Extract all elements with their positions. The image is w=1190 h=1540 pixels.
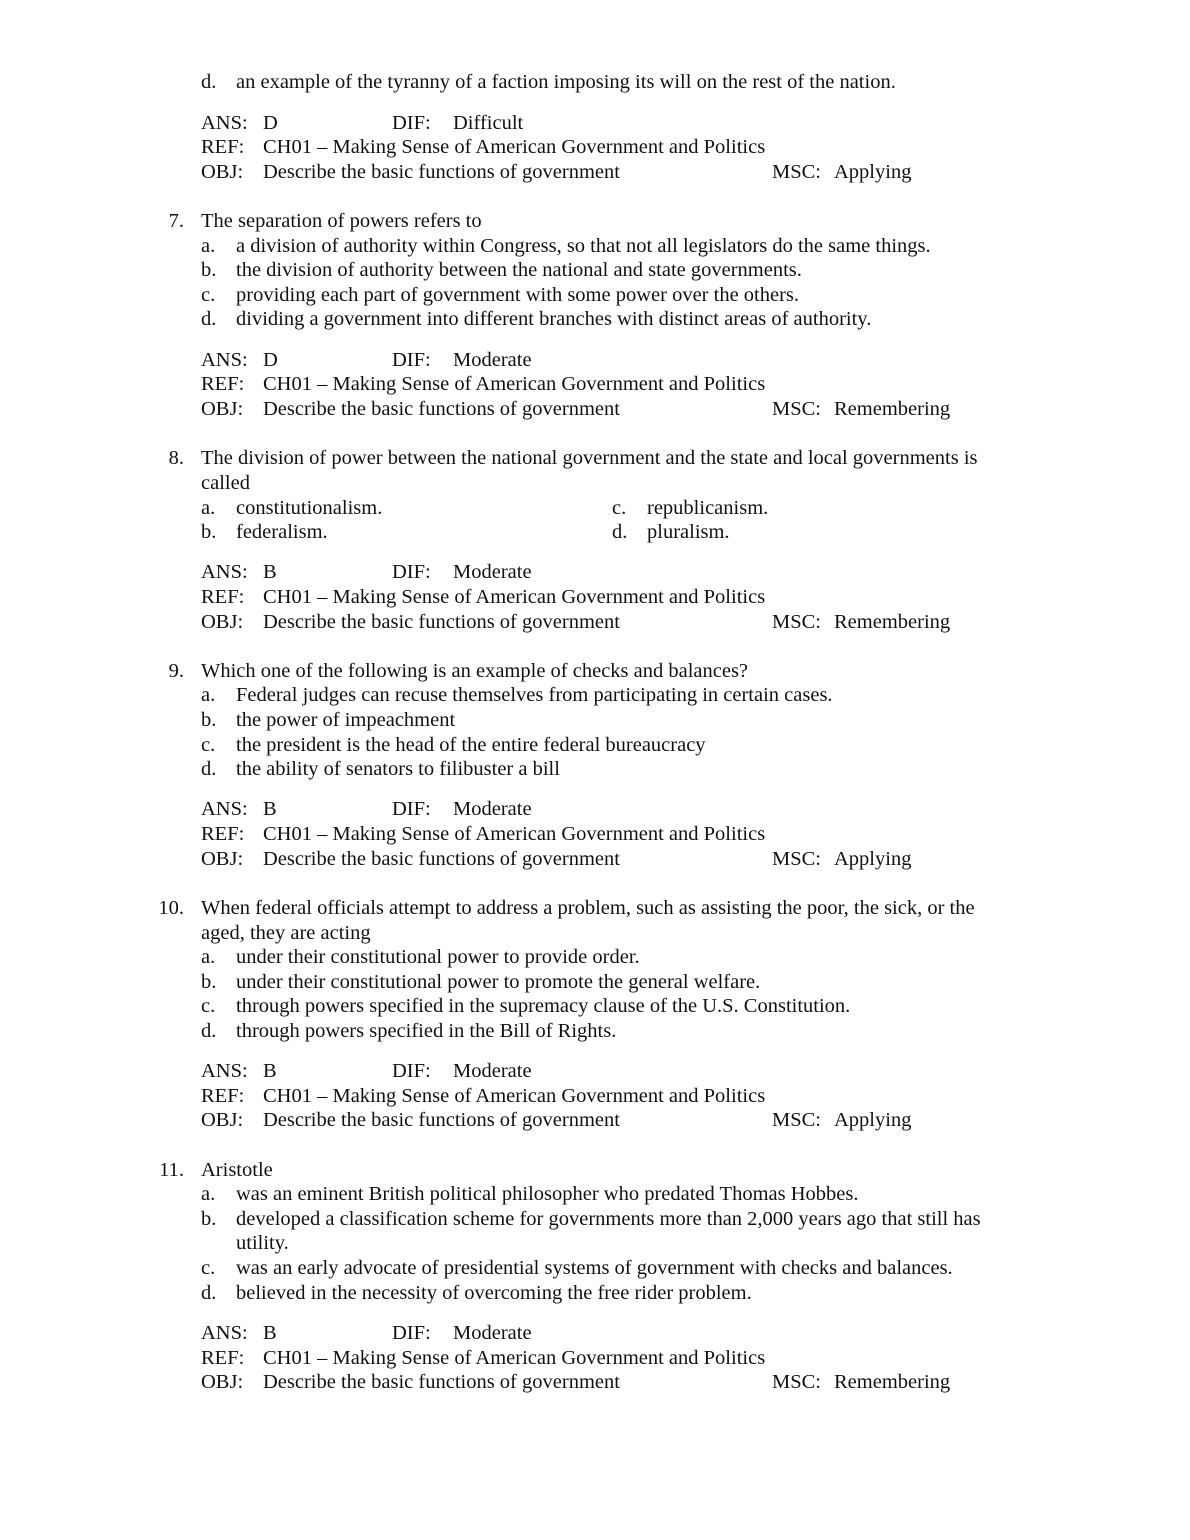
ans-label: ANS:	[201, 561, 248, 583]
option-text: constitutionalism.	[236, 497, 383, 519]
option-letter: a.	[201, 497, 216, 519]
ref-label: REF:	[201, 1085, 245, 1107]
obj-value: Describe the basic functions of government	[263, 1109, 620, 1131]
option-letter: b.	[201, 709, 217, 731]
msc-value: Remembering	[834, 1371, 951, 1393]
dif-label: DIF:	[392, 1060, 431, 1082]
option-text: through powers specified in the Bill of Rights.	[236, 1020, 617, 1042]
dif-value: Moderate	[453, 561, 532, 583]
obj-label: OBJ:	[201, 1371, 244, 1393]
ref-label: REF:	[201, 586, 245, 608]
dif-value: Moderate	[453, 349, 532, 371]
option-text: providing each part of government with some power over the others.	[236, 284, 800, 306]
option-text: pluralism.	[647, 521, 730, 543]
question-number: 8.	[168, 447, 184, 469]
obj-label: OBJ:	[201, 1109, 244, 1131]
msc-value: Remembering	[834, 398, 951, 420]
msc-label: MSC:	[772, 1109, 821, 1131]
question-stem: aged, they are acting	[201, 922, 371, 944]
dif-label: DIF:	[392, 349, 431, 371]
obj-label: OBJ:	[201, 398, 244, 420]
dif-label: DIF:	[392, 561, 431, 583]
msc-label: MSC:	[772, 161, 821, 183]
option-letter: d.	[201, 71, 217, 93]
option-text: under their constitutional power to provide order.	[236, 946, 640, 968]
question-number: 11.	[159, 1159, 184, 1181]
question-number: 7.	[168, 210, 184, 232]
question-number: 10.	[158, 897, 184, 919]
option-text: utility.	[236, 1232, 289, 1254]
question-stem: Aristotle	[201, 1159, 273, 1181]
ref-value: CH01 – Making Sense of American Government and Politics	[263, 1347, 766, 1369]
option-text: federalism.	[236, 521, 328, 543]
ref-value: CH01 – Making Sense of American Government and Politics	[263, 1085, 766, 1107]
msc-label: MSC:	[772, 611, 821, 633]
ref-label: REF:	[201, 136, 245, 158]
msc-label: MSC:	[772, 1371, 821, 1393]
dif-label: DIF:	[392, 1322, 431, 1344]
dif-value: Moderate	[453, 1060, 532, 1082]
option-text: was an early advocate of presidential systems of government with checks and balances.	[236, 1257, 953, 1279]
msc-value: Remembering	[834, 611, 951, 633]
question-stem: called	[201, 472, 250, 494]
option-letter: b.	[201, 1208, 217, 1230]
ans-value: B	[263, 798, 277, 820]
ref-value: CH01 – Making Sense of American Government and Politics	[263, 823, 766, 845]
option-text: the power of impeachment	[236, 709, 456, 731]
dif-value: Difficult	[453, 112, 524, 134]
option-text: an example of the tyranny of a faction imposing its will on the rest of the nation.	[236, 71, 896, 93]
ans-label: ANS:	[201, 1060, 248, 1082]
option-letter: d.	[201, 1282, 217, 1304]
option-letter: d.	[612, 521, 628, 543]
question-stem: When federal officials attempt to address a problem, such as assisting the poor, the sick, or the	[201, 897, 975, 919]
option-letter: d.	[201, 758, 217, 780]
ans-value: B	[263, 1322, 277, 1344]
obj-label: OBJ:	[201, 161, 244, 183]
option-letter: a.	[201, 946, 216, 968]
msc-label: MSC:	[772, 398, 821, 420]
option-text: Federal judges can recuse themselves from participating in certain cases.	[236, 684, 833, 706]
ans-value: B	[263, 1060, 277, 1082]
option-letter: a.	[201, 684, 216, 706]
option-letter: b.	[201, 521, 217, 543]
msc-label: MSC:	[772, 848, 821, 870]
option-text: through powers specified in the supremacy clause of the U.S. Constitution.	[236, 995, 851, 1017]
option-letter: c.	[201, 995, 216, 1017]
option-letter: d.	[201, 1020, 217, 1042]
obj-value: Describe the basic functions of government	[263, 161, 620, 183]
ref-value: CH01 – Making Sense of American Government and Politics	[263, 586, 766, 608]
ref-label: REF:	[201, 1347, 245, 1369]
ans-value: D	[263, 112, 278, 134]
ans-label: ANS:	[201, 112, 248, 134]
option-letter: c.	[201, 734, 216, 756]
dif-label: DIF:	[392, 798, 431, 820]
question-stem: The separation of powers refers to	[201, 210, 482, 232]
option-text: developed a classification scheme for governments more than 2,000 years ago that still has	[236, 1208, 981, 1230]
ans-value: D	[263, 349, 278, 371]
ans-label: ANS:	[201, 798, 248, 820]
dif-label: DIF:	[392, 112, 431, 134]
option-letter: b.	[201, 971, 217, 993]
obj-value: Describe the basic functions of government	[263, 611, 620, 633]
msc-value: Applying	[834, 848, 912, 870]
option-letter: c.	[612, 497, 627, 519]
question-stem: The division of power between the national government and the state and local governments is	[201, 447, 978, 469]
ref-label: REF:	[201, 373, 245, 395]
option-text: a division of authority within Congress, so that not all legislators do the same things.	[236, 235, 931, 257]
option-letter: c.	[201, 284, 216, 306]
ref-value: CH01 – Making Sense of American Government and Politics	[263, 373, 766, 395]
option-letter: a.	[201, 235, 216, 257]
msc-value: Applying	[834, 161, 912, 183]
ans-label: ANS:	[201, 1322, 248, 1344]
ref-value: CH01 – Making Sense of American Government and Politics	[263, 136, 766, 158]
obj-value: Describe the basic functions of government	[263, 848, 620, 870]
msc-value: Applying	[834, 1109, 912, 1131]
question-stem: Which one of the following is an example of checks and balances?	[201, 660, 749, 682]
option-letter: a.	[201, 1183, 216, 1205]
option-text: the division of authority between the national and state governments.	[236, 259, 802, 281]
option-text: the ability of senators to filibuster a bill	[236, 758, 560, 780]
dif-value: Moderate	[453, 798, 532, 820]
ref-label: REF:	[201, 823, 245, 845]
obj-label: OBJ:	[201, 611, 244, 633]
ans-label: ANS:	[201, 349, 248, 371]
obj-value: Describe the basic functions of government	[263, 1371, 620, 1393]
option-text: was an eminent British political philosopher who predated Thomas Hobbes.	[236, 1183, 859, 1205]
ans-value: B	[263, 561, 277, 583]
option-text: under their constitutional power to promote the general welfare.	[236, 971, 761, 993]
obj-value: Describe the basic functions of government	[263, 398, 620, 420]
option-text: the president is the head of the entire federal bureaucracy	[236, 734, 706, 756]
dif-value: Moderate	[453, 1322, 532, 1344]
option-letter: d.	[201, 308, 217, 330]
option-text: dividing a government into different branches with distinct areas of authority.	[236, 308, 872, 330]
question-number: 9.	[168, 660, 184, 682]
option-letter: c.	[201, 1257, 216, 1279]
option-text: republicanism.	[647, 497, 769, 519]
option-letter: b.	[201, 259, 217, 281]
obj-label: OBJ:	[201, 848, 244, 870]
option-text: believed in the necessity of overcoming the free rider problem.	[236, 1282, 752, 1304]
